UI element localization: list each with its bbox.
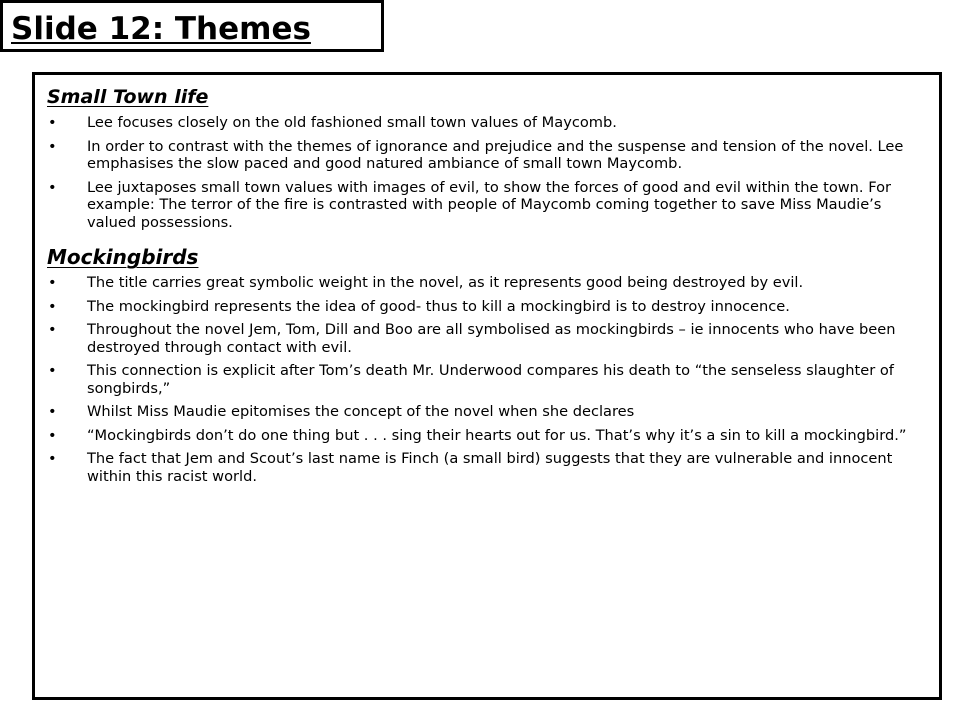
bullet-icon: • bbox=[48, 297, 57, 315]
section-heading-mockingbirds: Mockingbirds bbox=[47, 245, 199, 269]
bullet-item bbox=[47, 138, 925, 173]
bullet-item bbox=[47, 298, 925, 316]
slide-title-box bbox=[0, 0, 384, 52]
bullet-item bbox=[47, 427, 925, 445]
bullet-text: Lee focuses closely on the old fashioned small town values of Maycomb. bbox=[87, 114, 617, 131]
bullet-item bbox=[47, 450, 925, 485]
bullet-text: The title carries great symbolic weight in the novel, as it represents good being destroyed by evil. bbox=[87, 274, 804, 291]
bullet-text: This connection is explicit after Tom’s death Mr. Underwood compares his death to “the senseless slaughter of songbirds,” bbox=[87, 362, 894, 397]
bullet-icon: • bbox=[48, 114, 57, 131]
bullet-icon: • bbox=[48, 137, 57, 155]
bullet-icon: • bbox=[48, 450, 57, 467]
bullet-item bbox=[47, 274, 925, 292]
bullet-text: The mockingbird represents the idea of good- thus to kill a mockingbird is to destroy innocence. bbox=[87, 297, 790, 315]
bullet-item bbox=[47, 403, 925, 421]
slide-title: Slide 12: Themes bbox=[11, 11, 311, 47]
bullet-icon: • bbox=[48, 274, 57, 291]
bullet-item bbox=[47, 321, 925, 356]
bullet-text: Whilst Miss Maudie epitomises the concept of the novel when she declares bbox=[87, 403, 635, 420]
bullet-icon: • bbox=[48, 403, 57, 420]
small-town-life-bullet-list bbox=[47, 114, 925, 231]
bullet-item bbox=[47, 179, 925, 232]
bullet-item bbox=[47, 362, 925, 397]
section-heading-small-town-life: Small Town life bbox=[47, 86, 209, 108]
bullet-icon: • bbox=[48, 178, 57, 196]
bullet-text: In order to contrast with the themes of ignorance and prejudice and the suspense and tension of the novel. Lee emphasises the slow paced and good natured ambiance of small town Maycomb. bbox=[87, 137, 904, 172]
bullet-text: “Mockingbirds don’t do one thing but . . . sing their hearts out for us. That’s why it’s a sin to kill a mockingbird.” bbox=[87, 426, 907, 444]
content-box bbox=[32, 72, 942, 700]
bullet-text: Throughout the novel Jem, Tom, Dill and Boo are all symbolised as mockingbirds – ie innocents who have been destroyed through contact with evil. bbox=[87, 321, 896, 356]
bullet-icon: • bbox=[48, 321, 57, 338]
bullet-text: Lee juxtaposes small town values with images of evil, to show the forces of good and evil within the town. For example: The terror of the fire is contrasted with people of Maycomb coming together to save Miss Maudie’s valued possessions. bbox=[87, 178, 892, 231]
bullet-icon: • bbox=[48, 362, 57, 379]
bullet-icon: • bbox=[48, 426, 57, 444]
mockingbirds-bullet-list bbox=[47, 274, 925, 485]
bullet-item bbox=[47, 114, 925, 132]
bullet-text: The fact that Jem and Scout’s last name is Finch (a small bird) suggests that they are vulnerable and innocent within this racist world. bbox=[87, 450, 893, 485]
